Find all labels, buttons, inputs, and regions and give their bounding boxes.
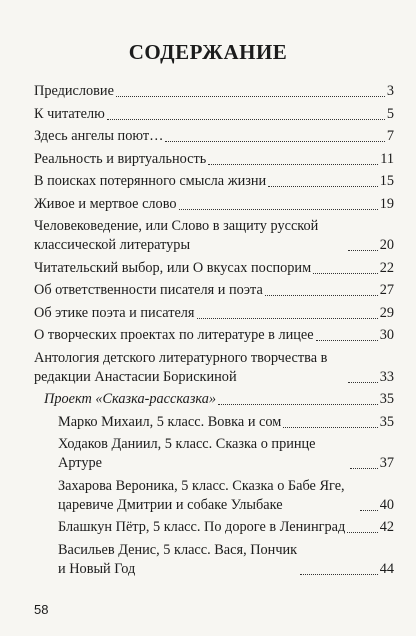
toc-entry: [34, 127, 394, 146]
toc-entry-page: 35: [379, 413, 394, 430]
dot-leader: [107, 119, 385, 120]
dot-leader: [165, 141, 384, 142]
toc-entry-title: К читателю: [34, 105, 105, 122]
toc-entry-sub: [34, 541, 394, 579]
toc-entry-title: Предисловие: [34, 83, 114, 99]
dot-leader: [265, 295, 378, 296]
dot-leader: [283, 427, 377, 428]
toc-entry: [34, 217, 394, 255]
toc-entry-sub: [34, 477, 394, 515]
toc-entry-page: 3: [386, 83, 394, 99]
dot-leader: [179, 209, 378, 210]
toc-entry-page: 15: [379, 173, 394, 189]
toc-entry-sub: [34, 435, 394, 473]
toc-entry: [34, 195, 394, 214]
toc-entry-page: 37: [379, 455, 394, 471]
toc-entry-page: 22: [379, 259, 394, 276]
toc-entry: [34, 105, 394, 124]
toc-entry-page: 11: [380, 150, 394, 167]
toc-entry-title: О творческих проектах по литературе в лицее: [34, 327, 314, 343]
dot-leader: [348, 382, 378, 383]
toc-entry-sub: [34, 413, 394, 432]
toc-entry-title: Об ответственности писателя и поэта: [34, 282, 263, 298]
toc-entry-title: Захарова Вероника, 5 класс. Сказка о Бабе Яге, царевиче Дмитрии и собаке Улыбаке: [58, 477, 345, 513]
toc-entry-page: 20: [379, 237, 394, 253]
toc-entry: [34, 304, 394, 323]
dot-leader: [218, 404, 378, 405]
toc-entry: [34, 259, 394, 278]
toc-entry: [34, 82, 394, 101]
toc-entry-title: Живое и мертвое слово: [34, 195, 177, 212]
toc-entry-title: Реальность и виртуальность: [34, 150, 207, 167]
toc-entry-title: Марко Михаил, 5 класс. Вовка и сом: [58, 413, 282, 430]
toc-entry-title: Проект «Сказка-рассказка»: [44, 391, 217, 407]
dot-leader: [347, 532, 377, 533]
dot-leader: [268, 186, 378, 187]
dot-leader: [360, 510, 378, 511]
toc-entry-page: 44: [379, 560, 394, 577]
toc-entry-title: Здесь ангелы поют…: [34, 128, 164, 144]
table-of-contents: [34, 82, 394, 582]
toc-entry-page: 29: [379, 304, 394, 321]
toc-entry-page: 40: [379, 496, 394, 513]
dot-leader: [197, 318, 378, 319]
page-title: СОДЕРЖАНИЕ: [128, 40, 288, 64]
toc-entry-title: В поисках потерянного смысла жизни: [34, 173, 267, 189]
toc-entry-page: 42: [379, 519, 394, 535]
toc-entry: [34, 326, 394, 345]
toc-entry-page: 30: [379, 327, 394, 343]
dot-leader: [208, 164, 378, 165]
page-number: 58: [34, 602, 49, 617]
toc-entry-project: [34, 390, 394, 409]
toc-entry-page: 33: [379, 368, 394, 385]
toc-entry-sub: [34, 518, 394, 537]
dot-leader: [313, 273, 378, 274]
toc-entry-title: Об этике поэта и писателя: [34, 304, 195, 321]
toc-entry-title: Человековедение, или Слово в защиту русской классической литературы: [34, 218, 319, 253]
toc-entry-page: 35: [379, 391, 394, 407]
dot-leader: [348, 250, 378, 251]
toc-entry-title: Блашкун Пётр, 5 класс. По дороге в Ленинград: [58, 519, 346, 535]
toc-entry-page: 27: [379, 282, 394, 298]
dot-leader: [350, 468, 378, 469]
toc-entry-title: Антология детского литературного творчества в редакции Анастасии Борискиной: [34, 349, 328, 385]
toc-entry-title: Читательский выбор, или О вкусах поспорим: [34, 259, 312, 276]
dot-leader: [316, 340, 378, 341]
toc-entry: [34, 349, 394, 387]
toc-entry-page: 5: [386, 105, 394, 122]
toc-entry-page: 19: [379, 195, 394, 212]
toc-entry-page: 7: [386, 128, 394, 144]
toc-entry: [34, 150, 394, 169]
toc-entry-title: Васильев Денис, 5 класс. Вася, Пончик и Новый Год: [58, 541, 298, 577]
toc-entry-title: Ходаков Даниил, 5 класс. Сказка о принце Артуре: [58, 436, 316, 471]
dot-leader: [300, 574, 378, 575]
dot-leader: [116, 96, 385, 97]
toc-entry: [34, 172, 394, 191]
toc-entry: [34, 281, 394, 300]
